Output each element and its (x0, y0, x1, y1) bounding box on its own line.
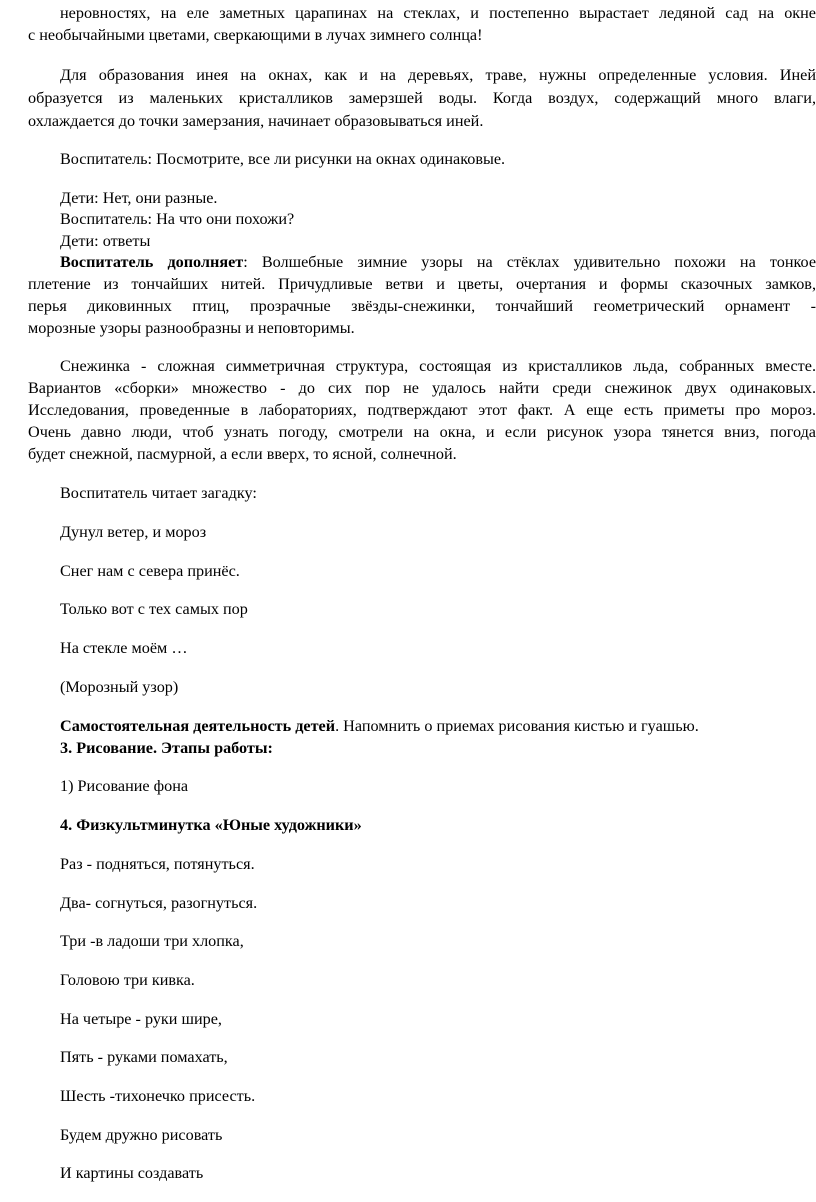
poem-line: Шесть -тихонечко присесть. (60, 1087, 256, 1105)
paragraph-line: Очень давно люди, чтоб узнать погоду, смотрели на окна, и если рисунок узора тянется вниз, погода (28, 423, 816, 441)
paragraph-text: . Напомнить о приемах рисования кистью и гуашью. (335, 717, 699, 735)
paragraph-line: плетение из тончайших нитей. Причудливые ветви и цветы, очертания и формы сказочных замков, (28, 275, 816, 293)
paragraph-line: перья диковинных птиц, прозрачные звёзды-снежинки, тончайший геометрический орнамент - (28, 297, 816, 315)
riddle-intro: Воспитатель читает загадку: (60, 484, 257, 502)
paragraph-line: неровностях, на еле заметных царапинах на стеклах, и постепенно вырастает ледяной сад на окне (60, 4, 816, 22)
paragraph-line: образуется из маленьких кристалликов замерзшей воды. Когда воздух, содержащий много влаги, (28, 89, 816, 107)
poem-line: На четыре - руки шире, (60, 1010, 222, 1028)
paragraph-line (60, 715, 699, 737)
riddle-line: Снег нам с севера принёс. (60, 562, 240, 580)
section-heading: 4. Физкультминутка «Юные художники» (60, 816, 362, 834)
poem-line: Раз - подняться, потянуться. (60, 855, 255, 873)
paragraph-line: Исследования, проведенные в лабораториях, подтверждают этот факт. А еще есть приметы про мороз. (28, 401, 816, 419)
paragraph-text: : Волшебные зимние узоры на стёклах удивительно похожи на тонкое (243, 253, 816, 271)
dialogue-line: Воспитатель: На что они похожи? (60, 210, 295, 228)
poem-line: Три -в ладоши три хлопка, (60, 932, 244, 950)
paragraph-line: морозные узоры разнообразны и неповторимы. (28, 319, 355, 337)
section-heading: 3. Рисование. Этапы работы: (60, 739, 273, 757)
paragraph-line: Вариантов «сборки» множество - до сих пор не удалось найти среди снежинок двух одинаковых. (28, 379, 816, 397)
poem-line: Головою три кивка. (60, 971, 195, 989)
riddle-line: На стекле моём … (60, 639, 188, 657)
riddle-line: Только вот с тех самых пор (60, 600, 248, 618)
paragraph-line: Снежинка - сложная симметричная структура, состоящая из кристалликов льда, собранных вместе. (60, 357, 816, 375)
paragraph-line: Для образования инея на окнах, как и на деревьях, траве, нужны определенные условия. Иней (60, 66, 816, 84)
dialogue-line: Дети: Нет, они разные. (60, 189, 218, 207)
dialogue-line: Воспитатель: Посмотрите, все ли рисунки на окнах одинаковые. (60, 150, 506, 168)
riddle-line: Дунул ветер, и мороз (60, 523, 207, 541)
paragraph-line: с необычайными цветами, сверкающими в лучах зимнего солнца! (28, 26, 483, 44)
poem-line: Два- согнуться, разогнуться. (60, 894, 258, 912)
step-line: 1) Рисование фона (60, 777, 189, 795)
riddle-answer: (Морозный узор) (60, 678, 179, 696)
poem-line: И картины создавать (60, 1164, 204, 1182)
bold-lead: Воспитатель дополняет (60, 253, 244, 271)
poem-line: Будем дружно рисовать (60, 1126, 223, 1144)
poem-line: Пять - руками помахать, (60, 1048, 228, 1066)
dialogue-line: Дети: ответы (60, 232, 151, 250)
paragraph-line: охлаждается до точки замерзания, начинает образовываться иней. (28, 112, 484, 130)
bold-lead: Самостоятельная деятельность детей (60, 717, 336, 735)
paragraph-line (60, 251, 816, 273)
paragraph-line: будет снежной, пасмурной, а если вверх, то ясной, солнечной. (28, 445, 457, 463)
